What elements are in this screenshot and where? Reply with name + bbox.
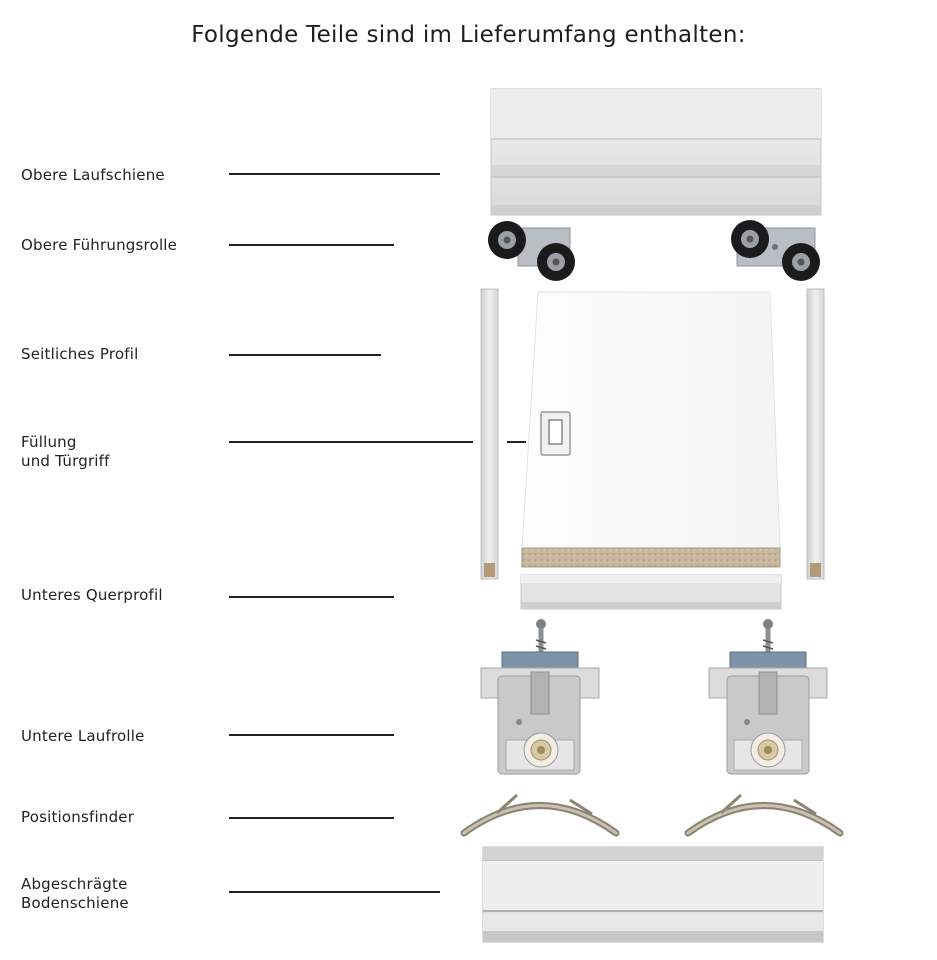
label-obere-fuehrungsrolle: Obere Führungsrolle <box>21 236 178 254</box>
label-bodenschiene-line2: Bodenschiene <box>21 894 129 912</box>
floor-rail <box>483 847 823 942</box>
upper-rail-part <box>491 89 821 215</box>
position-finder-right <box>688 795 840 833</box>
position-finder-left <box>464 795 616 833</box>
label-fuellung-line1: Füllung <box>21 433 77 451</box>
side-profile-right <box>807 289 824 579</box>
label-fuellung-line2: und Türgriff <box>21 452 110 470</box>
lower-roller-right <box>709 619 827 774</box>
label-seitliches-profil: Seitliches Profil <box>21 345 139 363</box>
label-obere-laufschiene: Obere Laufschiene <box>21 166 165 184</box>
upper-guide-roller-right <box>731 220 820 281</box>
page-title: Folgende Teile sind im Lieferumfang enthalten: <box>191 22 746 48</box>
label-positionsfinder: Positionsfinder <box>21 808 135 826</box>
label-unteres-querprofil: Unteres Querprofil <box>21 586 163 604</box>
label-untere-laufrolle: Untere Laufrolle <box>21 727 145 745</box>
side-profile-left <box>481 289 498 579</box>
lower-roller-left <box>481 619 599 774</box>
label-bodenschiene-line1: Abgeschrägte <box>21 875 128 893</box>
lower-cross-profile <box>521 575 781 609</box>
door-handle <box>541 412 570 455</box>
upper-guide-roller-left <box>488 221 575 281</box>
